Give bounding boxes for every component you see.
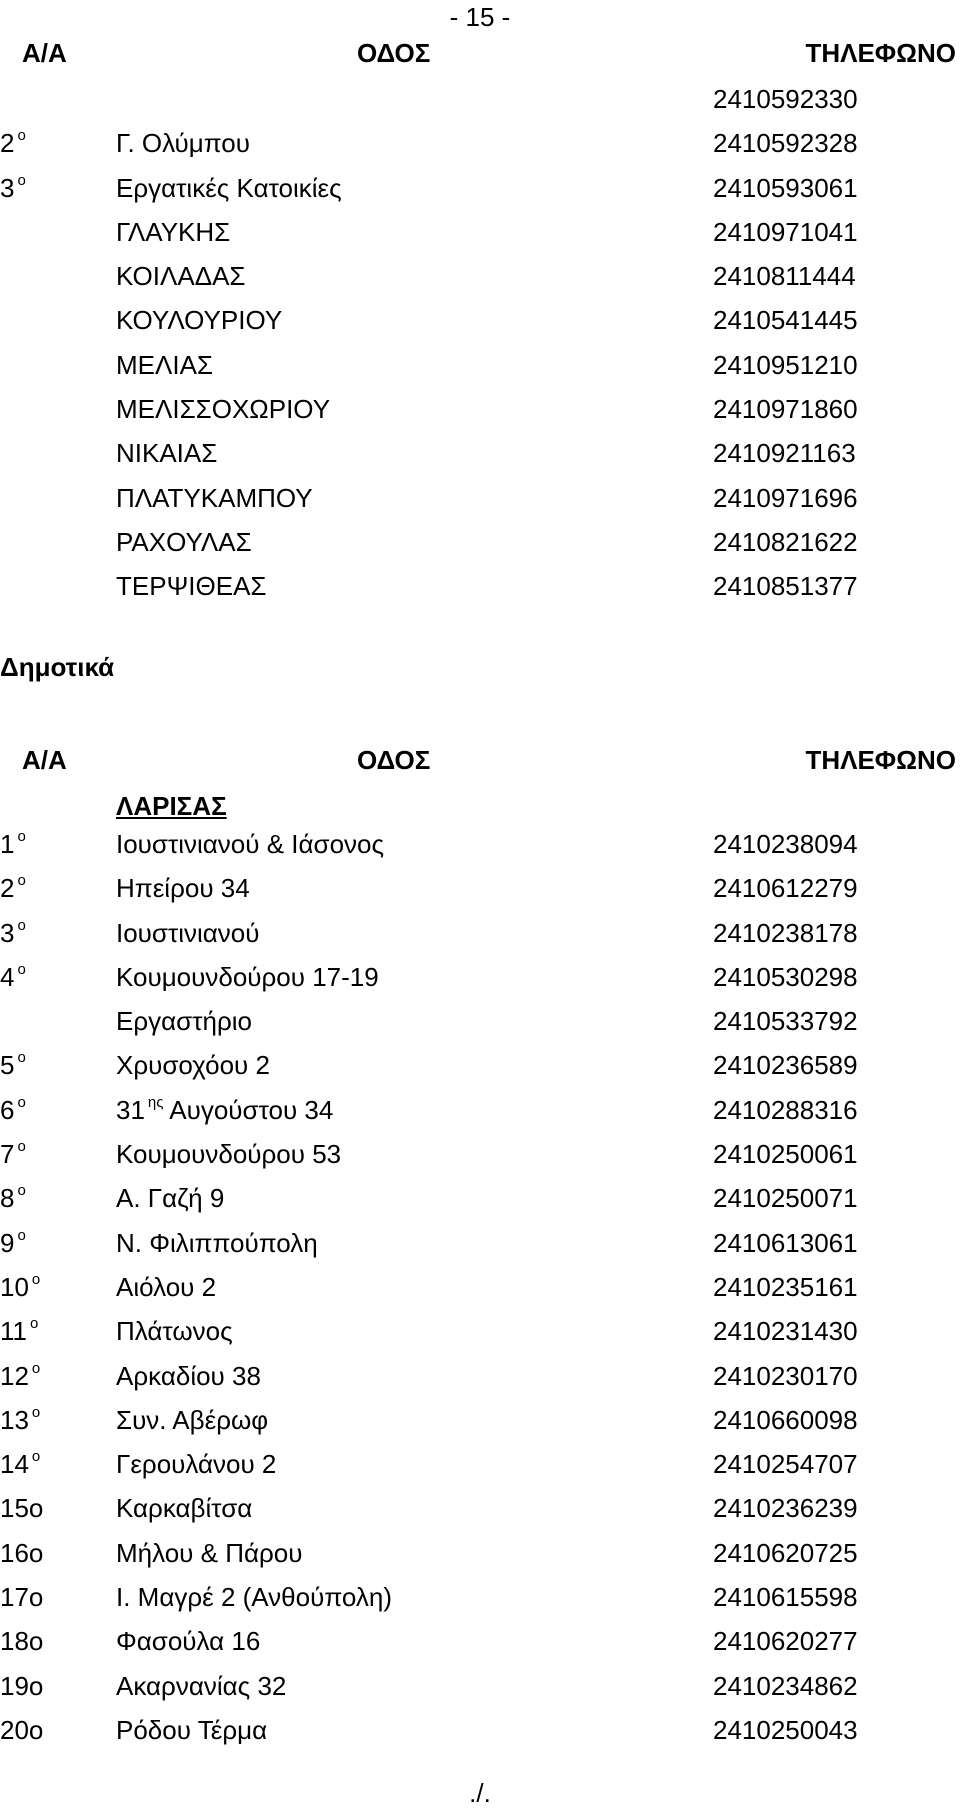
row-number-text: 1: [0, 829, 15, 859]
table-row: [0, 1361, 960, 1405]
street-text: ΚΟΙΛΑΔΑΣ: [116, 261, 246, 292]
row-number-text: 12: [0, 1360, 29, 1391]
table-row: [0, 1449, 960, 1493]
street-text: Κουμουνδούρου 17-19: [116, 961, 379, 992]
table-row: [0, 394, 960, 438]
phone-number: 2410541445: [713, 305, 858, 336]
ordinal-suffix: ο: [17, 916, 26, 934]
street-name: [116, 438, 217, 469]
row-number: [0, 829, 96, 860]
table-row: [0, 918, 960, 962]
ordinal-suffix: ο: [17, 1138, 26, 1156]
ordinal-suffix: ο: [30, 1315, 39, 1333]
street-name: [116, 1050, 270, 1081]
phone-number: 2410234862: [713, 1670, 858, 1701]
table-row: [0, 1228, 960, 1272]
row-number-text: 17ο: [0, 1582, 44, 1613]
phone-number: 2410951210: [713, 349, 858, 380]
phone-number: 2410620277: [713, 1626, 858, 1657]
table-row: [0, 1538, 960, 1582]
phone-number: 2410921163: [713, 438, 856, 469]
phone-number: 2410238178: [713, 917, 858, 948]
street-text: Α. Γαζή 9: [116, 1183, 225, 1214]
row-number-text: 7: [0, 1139, 15, 1170]
table-row: [0, 1050, 960, 1094]
row-number-text: 2: [0, 873, 15, 904]
phone-number: 2410612279: [713, 873, 858, 904]
table-row: [0, 1671, 960, 1715]
row-number: [0, 173, 96, 204]
header-phone: ΤΗΛΕΦΩΝΟ: [805, 745, 956, 775]
street-ordinal-suffix: ης: [147, 1093, 164, 1111]
table-row: [0, 1626, 960, 1670]
street-text: Ακαρνανίας 32: [116, 1670, 287, 1701]
table-row: [0, 128, 960, 172]
ordinal-suffix: ο: [31, 1403, 41, 1421]
street-text: ΠΛΑΤΥΚΑΜΠΟΥ: [116, 482, 313, 513]
street-text: ΤΕΡΨΙΘΕΑΣ: [116, 571, 267, 602]
table-row: [0, 1272, 960, 1316]
phone-number: 2410592328: [713, 128, 858, 159]
row-number-text: 14: [0, 1449, 29, 1480]
street-name: [116, 1715, 267, 1746]
table-body-1: [0, 84, 960, 616]
table-row: [0, 438, 960, 482]
table-header-1: [0, 38, 960, 82]
row-number: [0, 1582, 96, 1613]
street-name: [116, 1671, 286, 1702]
street-name: [116, 1183, 224, 1214]
street-name: [116, 527, 252, 558]
row-number-text: 3: [0, 917, 15, 948]
street-text: Εργαστήριο: [116, 1006, 252, 1037]
street-text: Αρκαδίου 38: [116, 1360, 261, 1391]
row-number: [0, 1493, 96, 1524]
phone-number: 2410615598: [713, 1582, 858, 1613]
street-name: [116, 1006, 252, 1037]
phone-number: 2410250061: [713, 1139, 858, 1170]
phone-number: 2410231430: [713, 1316, 858, 1347]
table-row: [0, 261, 960, 305]
header-aa: Α/Α: [22, 745, 67, 775]
street-name: [116, 394, 330, 425]
phone-number: 2410613061: [713, 1227, 858, 1258]
ordinal-suffix: ο: [17, 1093, 26, 1111]
phone-number: 2410254707: [713, 1449, 858, 1480]
table-row: [0, 873, 960, 917]
row-number-text: 4: [0, 961, 15, 992]
row-number-text: 19ο: [0, 1670, 44, 1701]
ordinal-suffix: ο: [17, 960, 26, 978]
table-row: [0, 1095, 960, 1139]
phone-number: 2410971860: [713, 394, 858, 425]
phone-number: 2410971041: [713, 216, 858, 247]
street-name: [116, 918, 259, 949]
street-text: Ι. Μαγρέ 2 (Ανθούπολη): [116, 1582, 392, 1613]
street-name: [116, 1405, 268, 1436]
phone-number: 2410533792: [713, 1006, 858, 1037]
street-name: [116, 1626, 260, 1657]
phone-number: 2410971696: [713, 482, 858, 513]
street-name: [116, 962, 379, 993]
row-number-text: 2: [0, 128, 15, 159]
row-number: [0, 1050, 96, 1081]
table-row: [0, 962, 960, 1006]
street-name: [116, 483, 313, 514]
street-text: ΜΕΛΙΣΣΟΧΩΡΙΟΥ: [116, 394, 331, 425]
table-row: [0, 1006, 960, 1050]
row-number-text: 13: [0, 1404, 29, 1435]
table-row: [0, 483, 960, 527]
phone-number: 2410620725: [713, 1537, 858, 1568]
phone-number: 2410288316: [713, 1094, 858, 1125]
row-number-text: 10: [0, 1271, 29, 1302]
row-number: [0, 1095, 96, 1126]
street-text: Ρόδου Τέρμα: [116, 1714, 268, 1745]
header-street: ΟΔΟΣ: [357, 745, 431, 775]
ordinal-suffix: ο: [17, 1049, 26, 1067]
table-row: [0, 1316, 960, 1360]
end-mark: ./.: [469, 1778, 491, 1808]
street-name: [116, 1272, 216, 1303]
table-row: [0, 571, 960, 615]
row-number-text: 20ο: [0, 1714, 44, 1745]
row-number: [0, 1228, 96, 1259]
row-number-text: 5: [0, 1050, 15, 1081]
table-row: [0, 1139, 960, 1183]
phone-number: 2410593061: [713, 172, 858, 203]
street-text: ΚΟΥΛΟΥΡΙΟΥ: [116, 305, 283, 336]
table-row: [0, 84, 960, 128]
table-row: [0, 1582, 960, 1626]
street-text: Ιουστινιανού: [116, 917, 260, 948]
street-name: [116, 1316, 233, 1347]
street-text-rest: Αυγούστου 34: [163, 1094, 334, 1125]
row-number-text: 16ο: [0, 1537, 44, 1568]
street-name: [116, 571, 267, 602]
ordinal-suffix: ο: [17, 1226, 26, 1244]
table-row: [0, 350, 960, 394]
phone-number: 2410530298: [713, 961, 858, 992]
table-row: [0, 217, 960, 261]
row-number: [0, 1538, 96, 1569]
street-text: ΓΛΑΥΚΗΣ: [116, 216, 231, 247]
header-phone: ΤΗΛΕΦΩΝΟ: [805, 38, 956, 68]
phone-number: 2410238094: [713, 829, 858, 859]
row-number: [0, 1715, 96, 1746]
row-number: [0, 1272, 96, 1303]
street-name: [116, 1538, 302, 1569]
street-text: ΝΙΚΑΙΑΣ: [116, 438, 218, 469]
ordinal-suffix: ο: [31, 1270, 41, 1288]
ordinal-suffix: ο: [17, 171, 26, 189]
street-text: Γ. Ολύμπου: [116, 128, 250, 159]
header-aa: Α/Α: [22, 38, 67, 68]
ordinal-suffix: ο: [17, 1182, 26, 1200]
street-text: Πλάτωνος: [116, 1316, 233, 1347]
street-text: Καρκαβίτσα: [116, 1493, 253, 1524]
phone-number: 2410851377: [713, 571, 858, 602]
street-text: Ιουστινιανού & Ιάσονος: [116, 829, 385, 859]
street-text: ΡΑΧΟΥΛΑΣ: [116, 526, 252, 557]
street-text: Γερουλάνου 2: [116, 1449, 277, 1480]
row-number: [0, 1671, 96, 1702]
table-header-2: [0, 745, 960, 789]
phone-number: 2410821622: [713, 526, 858, 557]
row-number-text: 9: [0, 1227, 15, 1258]
ordinal-suffix: ο: [31, 1359, 41, 1377]
ordinal-suffix: ο: [31, 1448, 41, 1466]
phone-number: 2410811444: [713, 261, 856, 292]
city-heading: ΛΑΡΙΣΑΣ: [116, 791, 227, 821]
row-number-text: 18ο: [0, 1626, 44, 1657]
ordinal-suffix: ο: [17, 872, 26, 890]
row-number: [0, 1183, 96, 1214]
street-name: [116, 173, 342, 204]
street-text: Αιόλου 2: [116, 1271, 217, 1302]
header-street: ΟΔΟΣ: [357, 38, 431, 68]
street-name: [116, 873, 250, 904]
table-row: [0, 1715, 960, 1759]
street-name: [116, 1493, 252, 1524]
street-text: Χρυσοχόου 2: [116, 1050, 270, 1081]
street-text: Εργατικές Κατοικίες: [116, 172, 342, 203]
table-row: [0, 1405, 960, 1449]
row-number: [0, 1405, 96, 1436]
table-row: [0, 1493, 960, 1537]
row-number: [0, 1626, 96, 1657]
ordinal-suffix: ο: [17, 828, 26, 845]
page-number: - 15 -: [449, 2, 511, 32]
street-name: [116, 1449, 276, 1480]
street-name: [116, 1228, 318, 1259]
street-text: Φασούλα 16: [116, 1626, 261, 1657]
row-number: [0, 918, 96, 949]
row-number-text: 8: [0, 1183, 15, 1214]
street-text: Ν. Φιλιππούπολη: [116, 1227, 318, 1258]
street-name: [116, 1139, 341, 1170]
street-text: Ηπείρου 34: [116, 873, 250, 904]
table-row: [0, 173, 960, 217]
table-row: [0, 305, 960, 349]
street-text: Κουμουνδούρου 53: [116, 1139, 342, 1170]
street-name: [116, 1095, 333, 1126]
table-row: [0, 527, 960, 571]
street-text: Μήλου & Πάρου: [116, 1537, 303, 1568]
row-number-text: 6: [0, 1094, 15, 1125]
row-number-text: 11: [0, 1316, 27, 1347]
row-number: [0, 873, 96, 904]
street-text: Συν. Αβέρωφ: [116, 1404, 269, 1435]
row-number-text: 3: [0, 172, 15, 203]
street-name: [116, 1582, 392, 1613]
street-name: [116, 350, 213, 381]
row-number: [0, 1139, 96, 1170]
ordinal-suffix: ο: [17, 127, 26, 145]
street-name: [116, 1361, 261, 1392]
row-number: [0, 1449, 96, 1480]
street-name: [116, 829, 384, 860]
street-name: [116, 217, 230, 248]
street-name: [116, 305, 282, 336]
phone-number: 2410250071: [713, 1183, 858, 1214]
phone-number: 2410250043: [713, 1714, 858, 1745]
row-number: [0, 1316, 96, 1347]
table-row: [0, 1183, 960, 1227]
row-number-text: 15ο: [0, 1493, 44, 1524]
phone-number: 2410236589: [713, 1050, 858, 1081]
phone-number: 2410236239: [713, 1493, 858, 1524]
phone-number: 2410235161: [713, 1271, 858, 1302]
phone-number: 2410230170: [713, 1360, 858, 1391]
row-number: [0, 128, 96, 159]
phone-number: 2410592330: [713, 84, 858, 114]
phone-number: 2410660098: [713, 1404, 858, 1435]
street-name: [116, 261, 245, 292]
row-number: [0, 962, 96, 993]
table-body-2: [0, 829, 960, 1759]
street-text: 31: [116, 1094, 145, 1125]
street-text: ΜΕΛΙΑΣ: [116, 349, 214, 380]
street-name: [116, 128, 250, 159]
table-row: [0, 829, 960, 873]
row-number: [0, 1361, 96, 1392]
section-title: Δημοτικά: [0, 652, 115, 682]
